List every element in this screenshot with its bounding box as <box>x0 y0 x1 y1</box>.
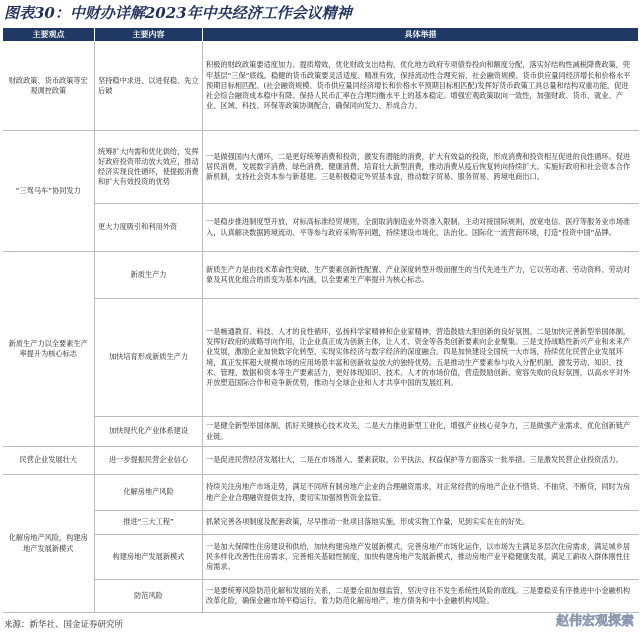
row-subtopic: 坚持稳中求进、以进促稳、先立后破 <box>95 42 203 131</box>
header-specific-measures: 具体举措 <box>203 28 639 42</box>
row-measures: 一是做强国内大循环，二是更好统筹消费和投资，激发有潜能的消费，扩大有效益的投资，形成消费和投资相互促进的良性循环。促进居民消费，发展数字消费、绿色消费、健康消费，培育壮大新型消费，推动消费从疫后恢复转向持续扩大。实施好政府和社会资本合作新机制，支持社会资本参与新基建。三是积极稳定外贸基本盘，推动数字贸易、服务贸易、跨境电商出口。 <box>203 131 639 204</box>
table-header-row <box>3 28 639 42</box>
row-subtopic: 加快现代化产业体系建设 <box>95 417 203 447</box>
row-subtopic: 新质生产力 <box>95 252 203 299</box>
table-row <box>3 252 639 299</box>
row-subtopic: 推进“三大工程” <box>95 511 203 535</box>
table-row <box>3 511 639 535</box>
row-subtopic: 进一步提振民营企业信心 <box>95 447 203 475</box>
row-subtopic: 化解房地产风险 <box>95 475 203 511</box>
table-row <box>3 475 639 511</box>
table-row <box>3 42 639 131</box>
table-row <box>3 131 639 204</box>
table-row <box>3 204 639 252</box>
row-measures: 一是稳步推进制度型开放，对标高标准经贸规则，全面取消制造业外资准入限制，主动对接国际规则，放宽电信、医疗等服务业市场准入，认真解决数据跨境流动、平等参与政府采购等问题，持续建设市场化、法治化、国际化一流营商环境，打造“投资中国”品牌。 <box>203 204 639 252</box>
header-main-view: 主要观点 <box>3 28 95 42</box>
header-main-content: 主要内容 <box>95 28 203 42</box>
source-note: 来源：新华社、国金证券研究所 <box>4 620 124 630</box>
row-subtopic: 加快培育形成新质生产力 <box>95 299 203 417</box>
row-measures: 积极的财政政策要适度加力、提质增效，优化财政支出结构，优化地方政府专项债券投向和额度分配，落实好结构性减税降费政策，兜牢基层“三保”底线。稳健的货币政策要灵活适度、精准有效，保持流动性合理充裕，社会融资规模、货币供应量同经济增长和价格水平预期目标相匹配。(社会融资规模、货币供应量同经济增长和价格水平预期目标相匹配)发挥好货币政策工具总量和结构双重功能，促进社会综合融资成本稳中有降。保持人民币汇率在合理均衡水平上的基本稳定。增强宏观政策取向一致性，加强财政、货币、就业、产业、区域、科技、环保等政策协调配合，确保同向发力、形成合力。 <box>203 42 639 131</box>
table-row <box>3 447 639 475</box>
row-category: 民营企业发展壮大 <box>3 447 95 475</box>
row-measures: 一是促进民营经济发展壮大，二是在市场准入、要素获取、公平执法、权益保护等方面落实一批举措。三是激发民营企业投资活力。 <box>203 447 639 475</box>
row-subtopic: 统筹扩大内需和优化供给，发挥好政府投资带动放大效应，推动经济实现良性循环，使提振消费和扩大有效投资的优势 <box>95 131 203 204</box>
row-measures: 一是健全新型举国体制，抓好关键核心技术攻关，二是大力推进新型工业化，增强产业核心竞争力，三是做强产业需求，优化创新链产业链。 <box>203 417 639 447</box>
row-subtopic: 更大力度吸引和利用外资 <box>95 204 203 252</box>
table-row <box>3 535 639 580</box>
row-measures: 一是加大保障性住房建设和供给，加快构建房地产发展新模式，完善房地产市场化运作，以市场为主满足多层次住房需求，满足城乡居民多样化改善性住房需求，完善相关基础性制度，加快构建房地产发展新模式，推动房地产业平稳健康发展，满足工薪收入群体刚性住房需求。 <box>203 535 639 580</box>
table-row <box>3 417 639 447</box>
table-row <box>3 299 639 417</box>
policy-table <box>2 27 639 613</box>
row-subtopic: 防范风险 <box>95 580 203 613</box>
figure-title: 图表30：中财办详解2023年中央经济工作会议精神 <box>4 4 352 22</box>
row-category: 新质生产力以全要素生产率提升为核心标志 <box>3 252 95 447</box>
row-subtopic: 构建房地产发展新模式 <box>95 535 203 580</box>
row-measures: 一是畅通教育、科技、人才的良性循环，弘扬科学家精神和企业家精神，营造鼓励大胆创新的良好氛围。二是加快完善新型举国体制，发挥好政府的战略导向作用，让企业真正成为创新主体，让人才、资金等各类创新要素向企业聚集。三是支持战略性新兴产业和未来产业发展，激励企业加快数字化转型，实现实体经济与数字经济的深度融合。四是加快建设全国统一大市场，持续优化民营企业发展环境，真正发挥超大规模市场的应用场景丰富和创新收益放大的独特优势。五是推动生产要素参与收入分配机制，激发劳动、知识、技术、管理、数据和资本等生产要素活力，更好体现知识、技术、人才的市场价值，营造鼓励创新、宽容失败的良好氛围，以高水平对外开放塑造国际合作和竞争新优势，推动与全球企业和人才共享中国的发展红利。 <box>203 299 639 417</box>
watermark: 赵伟宏观探索 <box>555 614 634 629</box>
row-measures: 持续关注房地产市场走势，满足不同所有制房地产企业的合理融资需求，对正常经营的房地产企业不惜贷、不抽贷、不断贷，同时为房地产企业合理融资提供支持，要切实加强预售资金监管。 <box>203 475 639 511</box>
row-category: 财政政策、货币政策等宏观调控政策 <box>3 42 95 131</box>
row-measures: 抓紧完善各项制度及配套政策，尽早推动一批项目落地实施，形成实物工作量，见到实实在在的好处。 <box>203 511 639 535</box>
row-category: 化解房地产风险，构建房地产发展新模式 <box>3 475 95 613</box>
table-row <box>3 580 639 613</box>
row-measures: 新质生产力是由技术革命性突破、生产要素创新性配置、产业深度转型升级而催生的当代先进生产力，它以劳动者、劳动资料、劳动对象及其优化组合的质变为基本内涵，以全要素生产率提升为核心标志。 <box>203 252 639 299</box>
row-category: “三驾马车”协同发力 <box>3 131 95 252</box>
row-measures: 一是要统筹风险防范化解和发展的关系，二是要全面加强监管，坚决守住不发生系统性风险的底线。三是要稳妥有序推进中小金融机构改革化险，确保金融市场平稳运行，着力防范化解房地产、地方债务和中小金融机构风险。 <box>203 580 639 613</box>
